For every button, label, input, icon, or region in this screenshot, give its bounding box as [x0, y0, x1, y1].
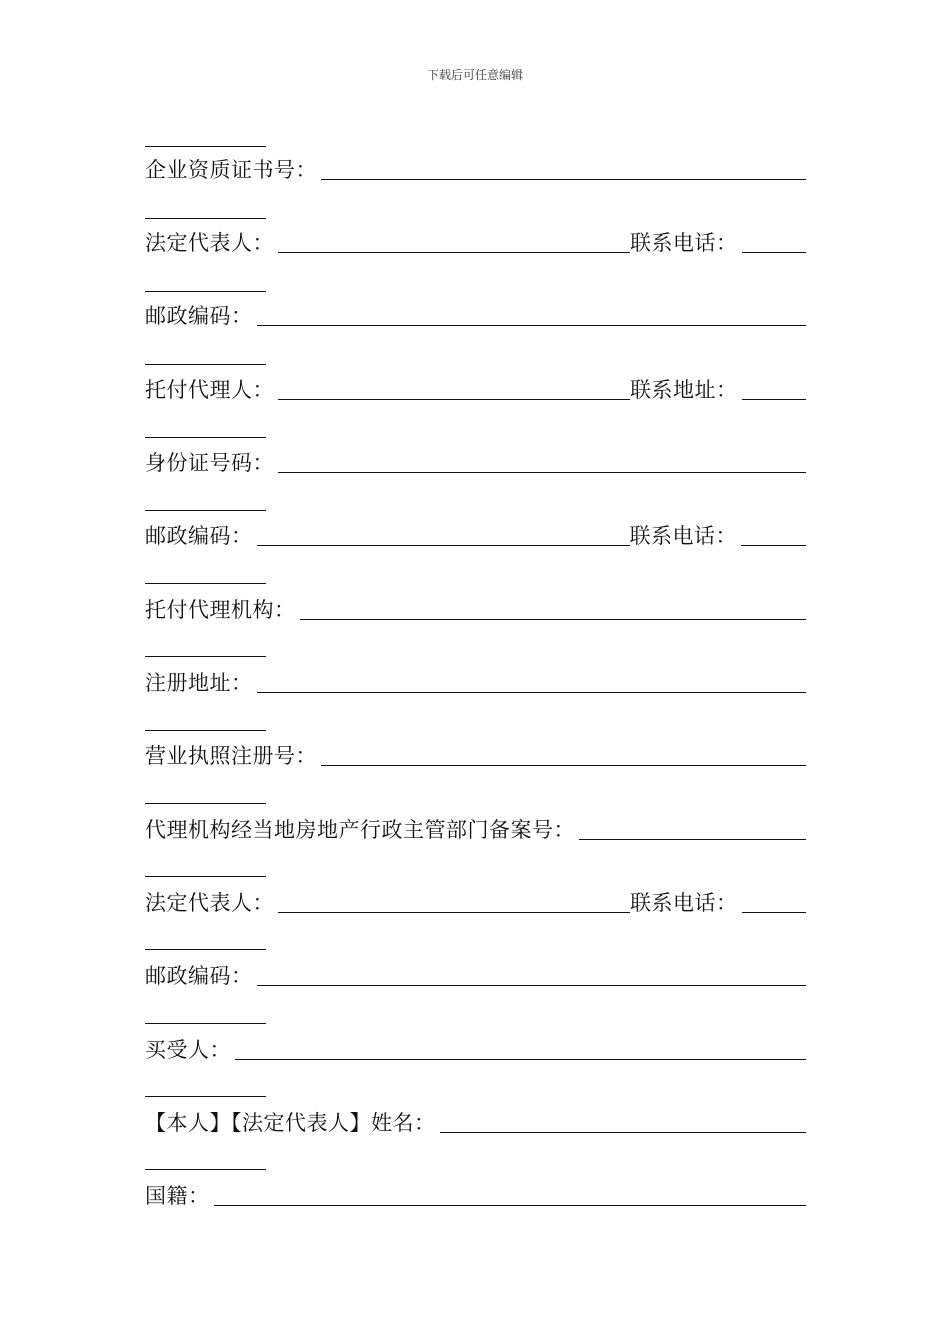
fill-blank[interactable] [321, 765, 806, 766]
continuation-line [145, 1169, 266, 1170]
fill-blank[interactable] [579, 839, 806, 840]
field-label: 托付代理机构： [145, 598, 296, 622]
field-label: 身份证号码： [145, 451, 274, 475]
fill-blank[interactable] [278, 912, 630, 913]
field-label: 邮政编码： [145, 524, 253, 548]
field-label: 代理机构经当地房地产行政主管部门备案号： [145, 818, 575, 842]
field-enterprise-cert-no [145, 156, 806, 184]
field-postal-phone [145, 522, 806, 550]
field-label: 法定代表人： [145, 891, 274, 915]
field-label: 联系地址： [630, 378, 738, 402]
fill-blank[interactable] [278, 399, 630, 400]
field-agency-filing-no [145, 816, 806, 844]
fill-blank[interactable] [257, 545, 630, 546]
fill-blank[interactable] [741, 545, 806, 546]
field-label: 法定代表人： [145, 231, 274, 255]
continuation-line [145, 730, 266, 731]
page-header: 下载后可任意编辑 [426, 68, 523, 82]
field-id-number [145, 449, 806, 477]
fill-blank[interactable] [742, 399, 807, 400]
field-agency [145, 596, 806, 624]
fill-blank[interactable] [278, 472, 806, 473]
continuation-line [145, 1096, 266, 1097]
fill-blank[interactable] [257, 985, 807, 986]
field-nationality [145, 1182, 806, 1210]
field-buyer [145, 1036, 806, 1064]
field-postal-code [145, 302, 806, 330]
field-label: 邮政编码： [145, 304, 253, 328]
continuation-line [145, 949, 266, 950]
field-label: 注册地址： [145, 671, 253, 695]
continuation-line [145, 656, 266, 657]
field-label: 国籍： [145, 1184, 210, 1208]
continuation-line [145, 146, 266, 147]
continuation-line [145, 1023, 266, 1024]
fill-blank[interactable] [235, 1059, 806, 1060]
continuation-line [145, 218, 266, 219]
field-label: 【本人】【法定代表人】姓名： [145, 1111, 436, 1135]
continuation-line [145, 364, 266, 365]
fill-blank[interactable] [300, 619, 807, 620]
field-agent-address [145, 376, 806, 404]
field-legal-rep-phone [145, 229, 806, 257]
field-postal-code-2 [145, 962, 806, 990]
field-label: 联系电话： [630, 231, 738, 255]
continuation-line [145, 510, 266, 511]
fill-blank[interactable] [440, 1132, 807, 1133]
field-registered-address [145, 669, 806, 697]
continuation-line [145, 437, 266, 438]
continuation-line [145, 803, 266, 804]
field-label: 买受人： [145, 1038, 231, 1062]
fill-blank[interactable] [742, 912, 807, 913]
field-label: 营业执照注册号： [145, 744, 317, 768]
continuation-line [145, 876, 266, 877]
field-business-license [145, 742, 806, 770]
fill-blank[interactable] [321, 179, 806, 180]
fill-blank[interactable] [257, 325, 807, 326]
field-label: 联系电话： [630, 891, 738, 915]
fill-blank[interactable] [257, 692, 807, 693]
fill-blank[interactable] [742, 252, 807, 253]
continuation-line [145, 291, 266, 292]
continuation-line [145, 583, 266, 584]
fill-blank[interactable] [214, 1205, 807, 1206]
field-label: 联系电话： [629, 524, 737, 548]
field-legal-rep-phone-2 [145, 889, 806, 917]
field-label: 邮政编码： [145, 964, 253, 988]
fill-blank[interactable] [278, 252, 630, 253]
field-buyer-name [145, 1109, 806, 1137]
field-label: 托付代理人： [145, 378, 274, 402]
field-label: 企业资质证书号： [145, 158, 317, 182]
